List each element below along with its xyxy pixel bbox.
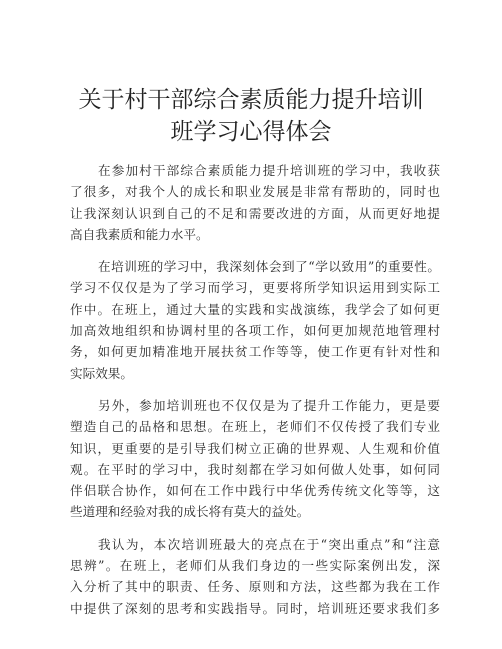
text-line: 观。在平时的学习中，我时刻都在学习如何做人处事，如何同 xyxy=(70,461,440,477)
text-line: 入分析了其中的职责、任务、原则和方法，这些都为我在工作 xyxy=(70,579,440,595)
text-line: 实际效果。 xyxy=(70,365,133,381)
text-line: 塑造自己的品格和思想。在班上，老师们不仅传授了我们专业 xyxy=(70,419,440,435)
document-body xyxy=(70,160,440,630)
text-line: 学习不仅仅是为了学习而学习，更要将所学知识运用到实际工 xyxy=(70,280,440,296)
text-line: 高自我素质和能力水平。 xyxy=(70,226,209,242)
paragraph-3 xyxy=(70,395,440,523)
text-line: 知识，更重要的是引导我们树立正确的世界观、人生观和价值 xyxy=(70,440,440,456)
text-line: 中提供了深刻的思考和实践指导。同时，培训班还要求我们多 xyxy=(70,600,440,616)
document-title xyxy=(50,84,452,148)
text-line: 我认为，本次培训班最大的亮点在于“突出重点”和“注意 xyxy=(98,536,440,552)
text-line: 作中。在班上，通过大量的实践和实战演练，我学会了如何更 xyxy=(70,301,440,317)
title-line-2: 班学习心得体会 xyxy=(170,119,332,145)
text-line: 了很多，对我个人的成长和职业发展是非常有帮助的，同时也 xyxy=(70,184,440,200)
text-line: 务，如何更加精准地开展扶贫工作等等，使工作更有针对性和 xyxy=(70,344,440,360)
text-line: 让我深刻认识到自己的不足和需要改进的方面，从而更好地提 xyxy=(70,205,440,221)
paragraph-2 xyxy=(70,256,440,384)
text-line: 另外，参加培训班也不仅仅是为了提升工作能力，更是要 xyxy=(98,397,440,413)
text-line: 思辨”。在班上，老师们从我们身边的一些实际案例出发，深 xyxy=(70,558,440,574)
text-line: 加高效地组织和协调村里的各项工作，如何更加规范地管理村 xyxy=(70,323,440,339)
text-line: 在培训班的学习中，我深刻体会到了“学以致用”的重要性。 xyxy=(98,259,440,275)
title-line-1: 关于村干部综合素质能力提升培训 xyxy=(78,87,424,113)
paragraph-1 xyxy=(70,160,440,245)
paragraph-4 xyxy=(70,534,440,619)
text-line: 些道理和经验对我的成长将有莫大的益处。 xyxy=(70,504,310,520)
text-line: 伴侣联合协作，如何在工作中践行中华优秀传统文化等等，这 xyxy=(70,483,440,499)
text-line: 在参加村干部综合素质能力提升培训班的学习中，我收获 xyxy=(98,163,440,178)
